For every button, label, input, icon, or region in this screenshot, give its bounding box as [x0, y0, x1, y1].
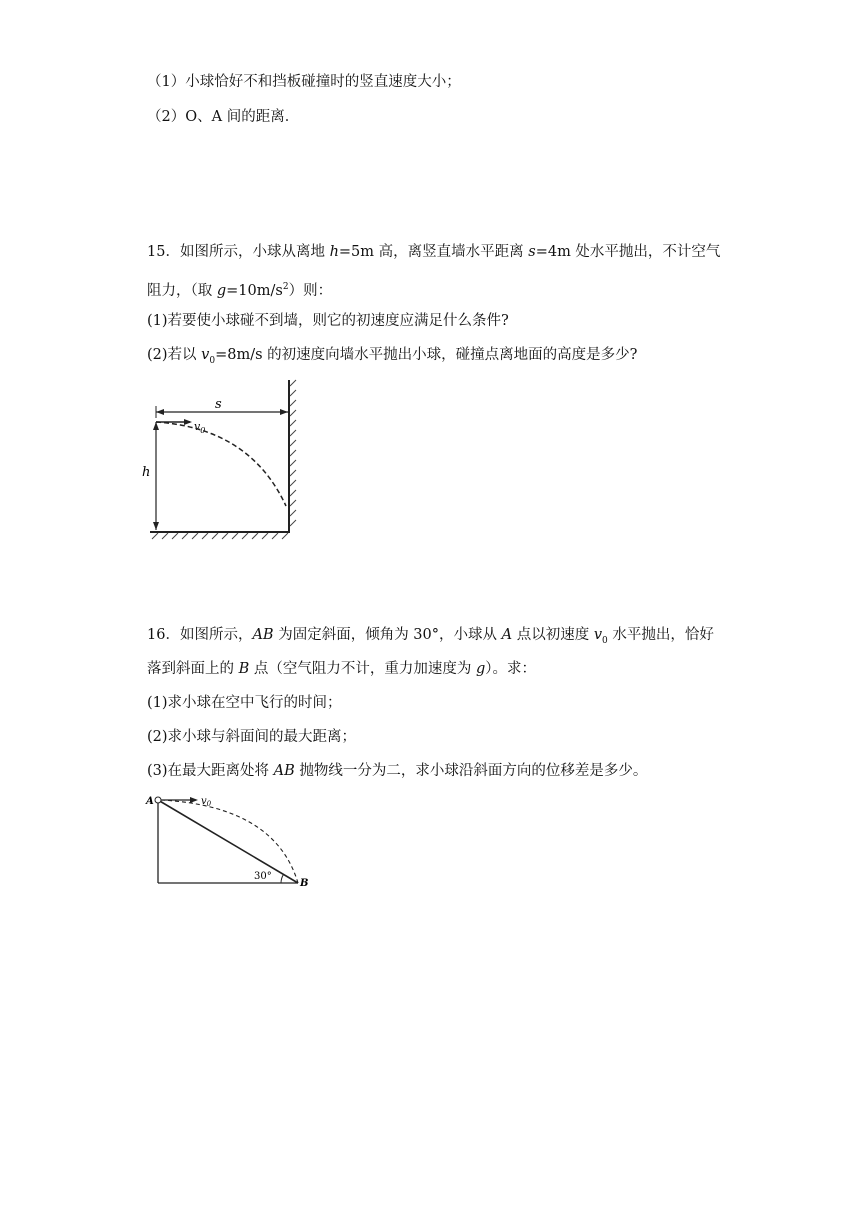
q15-stem-line2: 阻力，（取 $g=10m/s^2$）则： — [147, 282, 333, 299]
q15-sub2: (2)若以 $v_0=8m/s$ 的初速度向墙水平抛出小球，碰撞点离地面的高度是多少? — [147, 347, 638, 366]
q14-part2: （2）O、A 间的距离． — [147, 109, 300, 125]
q15-fig-label-v0: $v_0$ — [194, 420, 206, 435]
q15-figure — [140, 376, 300, 546]
q16-sub1: (1)求小球在空中飞行的时间； — [147, 695, 342, 711]
q16-fig-label-angle: 30° — [254, 871, 272, 882]
q16-fig-label-v0: $v_0$ — [201, 796, 212, 808]
q16-stem-line1: 16．如图所示，AB 为固定斜面，倾角为 30°，小球从 A 点以初速度 $v_0$ 水平抛出，恰好 — [147, 627, 714, 646]
q15-fig-label-s: s — [215, 397, 222, 412]
q16-fig-label-a: A — [146, 796, 154, 807]
q16-stem-line2: 落到斜面上的 B 点（空气阻力不计，重力加速度为 g）。求： — [147, 661, 537, 677]
q16-figure — [140, 790, 320, 898]
q16-sub2: (2)求小球与斜面间的最大距离； — [147, 729, 357, 745]
q15-stem-line1: 15．如图所示，小球从离地 h=5m 高，离竖直墙水平距离 s=4m 处水平抛出，不计空气 — [147, 244, 721, 260]
q16-sub3: (3)在最大距离处将 AB 抛物线一分为二，求小球沿斜面方向的位移差是多少。 — [147, 763, 648, 779]
q15-fig-label-h: h — [142, 465, 151, 480]
q15-sub1: (1)若要使小球碰不到墙，则它的初速度应满足什么条件? — [147, 313, 509, 329]
q14-part1: （1）小球恰好不和挡板碰撞时的竖直速度大小； — [147, 74, 461, 90]
q16-fig-label-b: B — [300, 878, 309, 889]
